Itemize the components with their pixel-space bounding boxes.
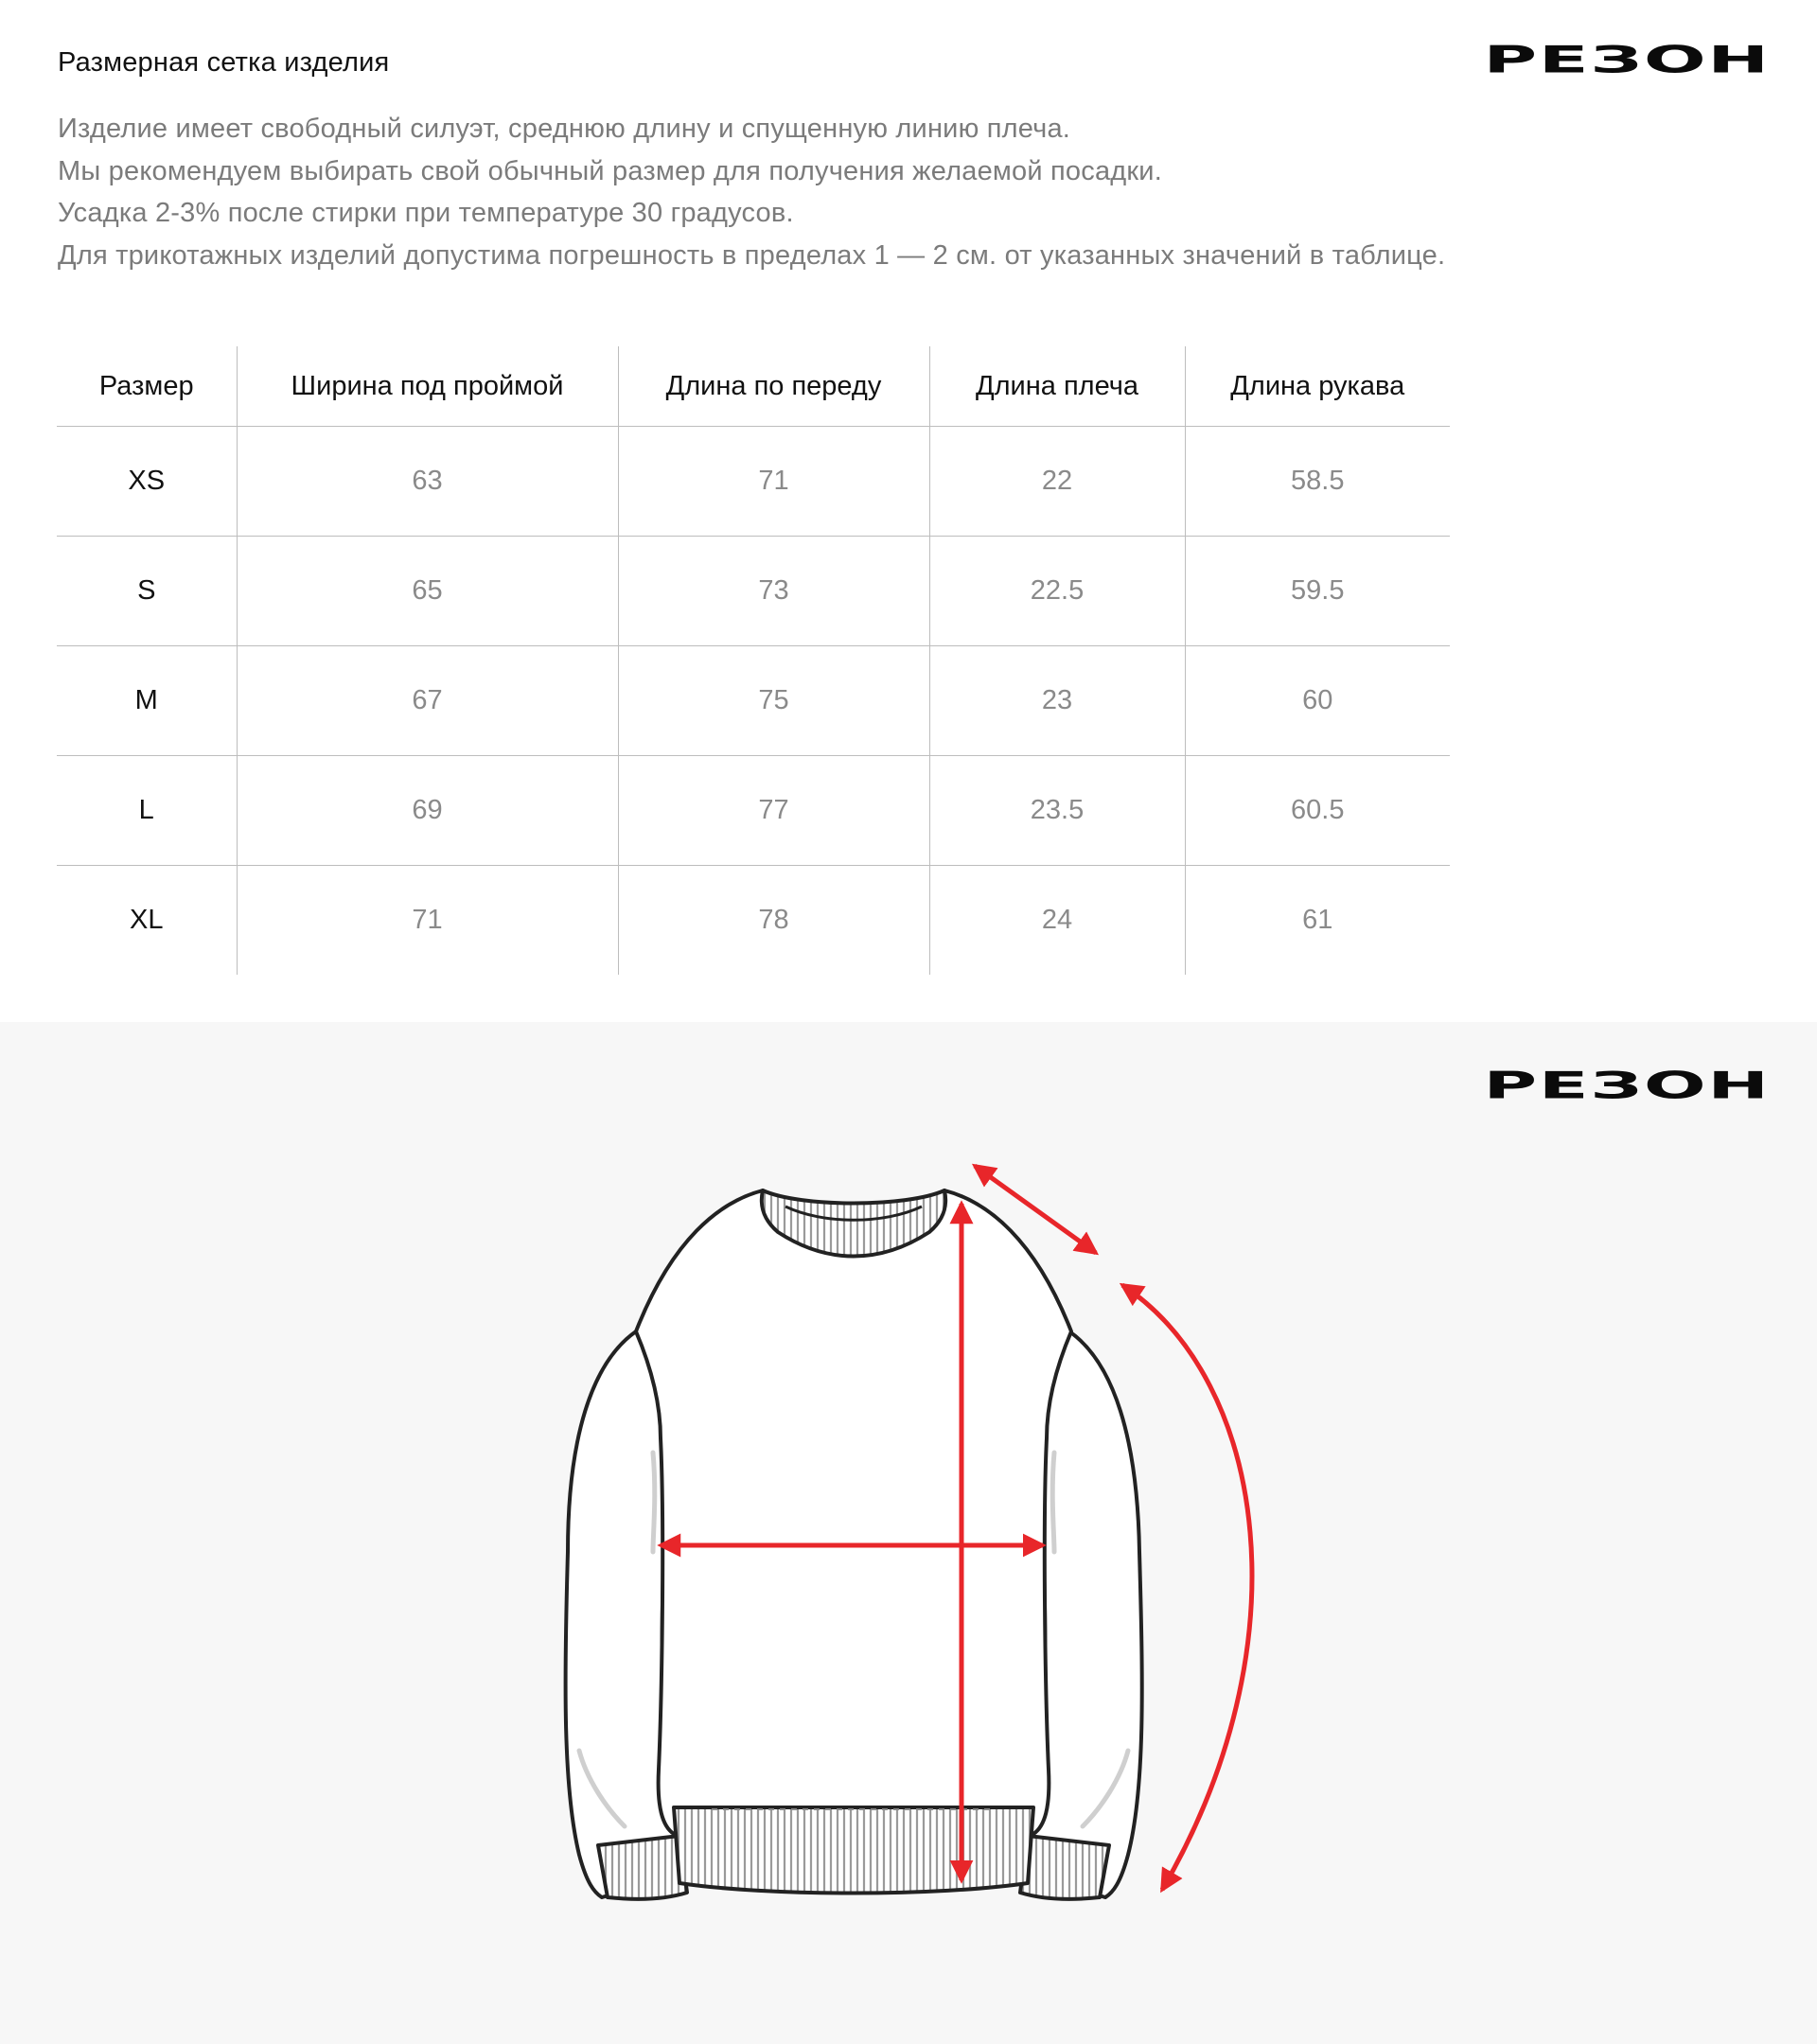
left-cuff <box>598 1836 687 1899</box>
table-row <box>57 427 1450 537</box>
value-cell: 73 <box>618 537 929 646</box>
value-cell: 60 <box>1185 646 1450 756</box>
body <box>636 1190 1071 1834</box>
table-row <box>57 756 1450 866</box>
sweatshirt-diagram <box>0 1022 1817 2044</box>
value-cell: 75 <box>618 646 929 756</box>
value-cell: 71 <box>618 427 929 537</box>
value-cell: 67 <box>237 646 618 756</box>
value-cell: 22 <box>929 427 1185 537</box>
description-line: Для трикотажных изделий допустима погрешность в пределах 1 — 2 см. от указанных значений в таблице. <box>58 239 1446 271</box>
value-cell: 24 <box>929 866 1185 976</box>
column-header-chest-width: Ширина под проймой <box>237 346 618 427</box>
column-header-shoulder-length: Длина плеча <box>929 346 1185 427</box>
value-cell: 77 <box>618 756 929 866</box>
value-cell: 60.5 <box>1185 756 1450 866</box>
hem-rib <box>674 1807 1033 1894</box>
size-table <box>57 346 1450 975</box>
description-line: Мы рекомендуем выбирать свой обычный размер для получения желаемой посадки. <box>58 155 1162 186</box>
value-cell: 22.5 <box>929 537 1185 646</box>
right-cuff <box>1020 1836 1109 1899</box>
value-cell: 65 <box>237 537 618 646</box>
value-cell: 71 <box>237 866 618 976</box>
value-cell: 58.5 <box>1185 427 1450 537</box>
value-cell: 23 <box>929 646 1185 756</box>
size-cell: L <box>57 756 237 866</box>
size-cell: M <box>57 646 237 756</box>
measurement-diagram-section <box>0 1022 1817 2044</box>
table-row <box>57 537 1450 646</box>
value-cell: 78 <box>618 866 929 976</box>
column-header-size: Размер <box>57 346 237 427</box>
size-cell: XL <box>130 905 164 935</box>
column-header-front-length: Длина по переду <box>618 346 929 427</box>
brand-logo: РЕЗОН <box>1483 1064 1771 1107</box>
description-line: Изделие имеет свободный силуэт, среднюю длину и спущенную линию плеча. <box>58 114 1071 144</box>
description <box>58 108 1667 276</box>
value-cell: 69 <box>237 756 618 866</box>
value-cell: 63 <box>237 427 618 537</box>
column-header-sleeve-length: Длина рукава <box>1185 346 1450 427</box>
page-title: Размерная сетка изделия <box>58 47 390 78</box>
value-cell: 23.5 <box>929 756 1185 866</box>
value-cell: 61 <box>1185 866 1450 976</box>
description-line: Усадка 2-3% после стирки при температуре 30 градусов. <box>58 198 794 228</box>
brand-logo: РЕЗОН <box>1483 38 1771 81</box>
table-header-row <box>57 346 1450 427</box>
value-cell: 59.5 <box>1185 537 1450 646</box>
size-cell: S <box>57 537 237 646</box>
size-cell: XS <box>57 427 237 537</box>
table-row <box>57 646 1450 756</box>
table-row <box>57 866 1450 976</box>
